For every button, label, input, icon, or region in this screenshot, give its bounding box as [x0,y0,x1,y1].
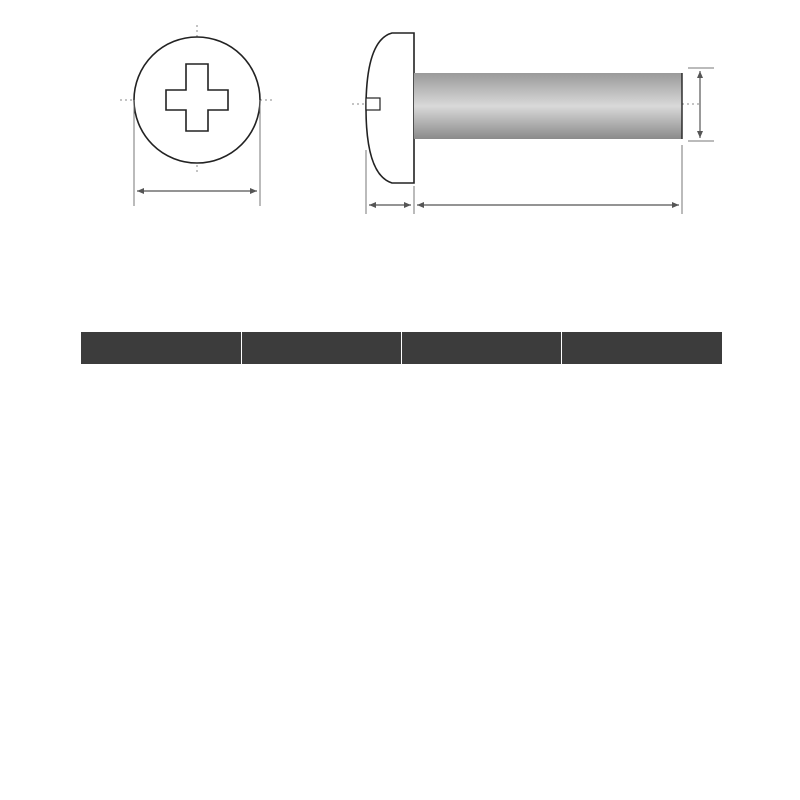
specification-table [81,332,722,365]
header-k [562,333,722,365]
threaded-shank [414,73,682,139]
header-dk [402,333,562,365]
header-specification [82,333,242,365]
head-top-view [120,25,275,206]
head-slot [366,98,380,110]
table-header-row [82,333,722,365]
header-d [242,333,402,365]
screw-side-view [352,33,714,214]
screw-dimension-drawing [0,0,800,300]
